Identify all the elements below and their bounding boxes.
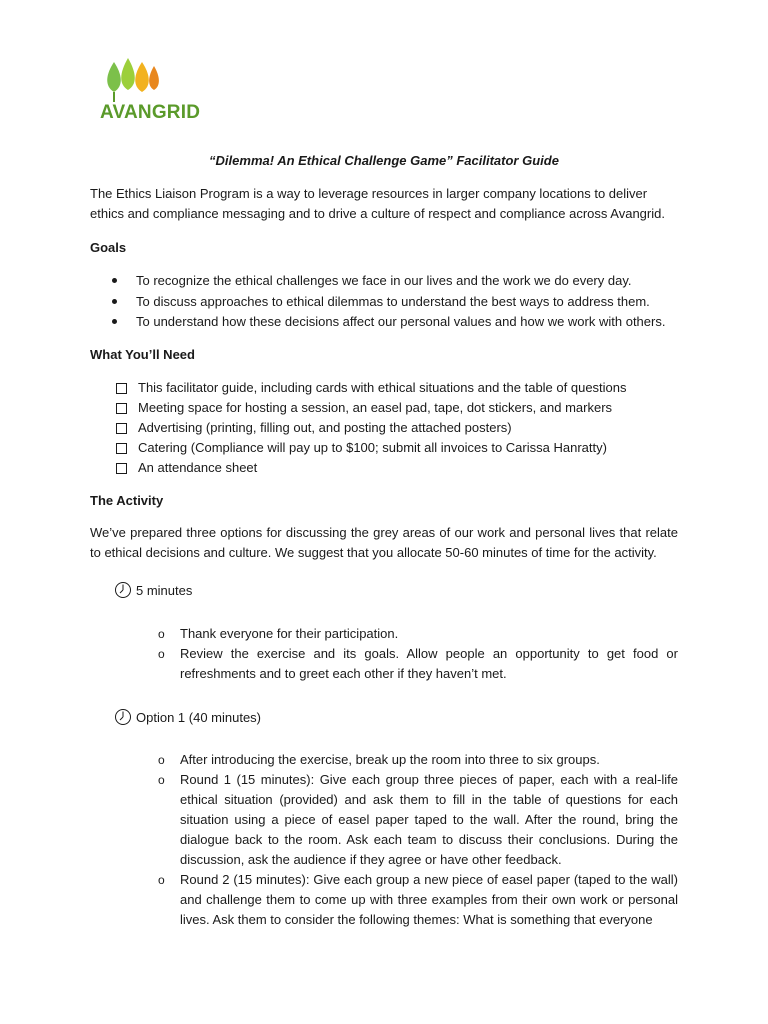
checkbox-icon [116, 383, 127, 394]
leaf-drops-icon [102, 56, 162, 106]
checkbox-icon [116, 463, 127, 474]
stopwatch-icon [114, 581, 132, 599]
circle-bullet-icon: o [158, 753, 165, 767]
intro-paragraph: The Ethics Liaison Program is a way to leverage resources in larger company locations to deliver ethics and compliance messaging and to drive a culture of respect and compliance across Avangrid. [90, 186, 665, 221]
list-item: Catering (Compliance will pay up to $100; submit all invoices to Carissa Hanratty) [116, 438, 627, 458]
list-item: Meeting space for hosting a session, an easel pad, tape, dot stickers, and markers [116, 398, 627, 418]
logo-wordmark: AVANGRID [100, 102, 201, 123]
activity-paragraph: We’ve prepared three options for discussing the grey areas of our work and personal lives that relate to ethical decisions and culture. We suggest that you allocate 50-60 minutes of time for the activity. [90, 525, 678, 560]
list-item: An attendance sheet [116, 458, 627, 478]
document-title: “Dilemma! An Ethical Challenge Game” Facilitator Guide [209, 153, 559, 168]
timer-label: 5 minutes [136, 582, 193, 598]
bullet-icon [112, 319, 117, 324]
list-item: o Review the exercise and its goals. Allow people an opportunity to get food or refreshments and to greet each other if they haven’t met. [158, 646, 678, 681]
timer-label: Option 1 (40 minutes) [136, 709, 262, 725]
circle-bullet-icon: o [158, 627, 165, 641]
list-item: o Thank everyone for their participation. [158, 624, 678, 644]
circle-bullet-icon: o [158, 647, 165, 661]
bullet-icon [112, 299, 117, 304]
circle-bullet-icon: o [158, 773, 165, 787]
list-item: To discuss approaches to ethical dilemmas to understand the best ways to address them. [112, 292, 665, 313]
list-item: o Round 1 (15 minutes): Give each group three pieces of paper, each with a real-life ethical situation (provided) and ask them to fill in the table of questions for each situation using a piece of easel paper taped to the wall. After the round, bring the dialogue back to the room. Ask each team to discuss their conclusions. During the discussion, ask the audience if they agree or have other feedback. [158, 772, 678, 867]
checkbox-icon [116, 423, 127, 434]
checkbox-icon [116, 443, 127, 454]
checkbox-icon [116, 403, 127, 414]
goals-heading: Goals [90, 240, 127, 255]
list-item: To recognize the ethical challenges we face in our lives and the work we do every day. [112, 271, 665, 292]
timer-5-minutes [114, 581, 192, 599]
timer-option-1 [114, 708, 261, 726]
needs-checklist [116, 378, 627, 478]
list-item: o Round 2 (15 minutes): Give each group a new piece of easel paper (taped to the wall) and challenge them to come up with three examples from their own work or personal lives. Ask them to consider the following themes: What is something that everyone [158, 872, 678, 927]
circle-bullet-icon: o [158, 873, 165, 887]
activity-heading: The Activity [90, 493, 164, 508]
section1-list [158, 624, 678, 684]
list-item: To understand how these decisions affect our personal values and how we work with others. [112, 312, 665, 333]
list-item: o After introducing the exercise, break up the room into three to six groups. [158, 750, 678, 770]
avangrid-logo [100, 56, 230, 126]
stopwatch-icon [114, 708, 132, 726]
bullet-icon [112, 278, 117, 283]
list-item: Advertising (printing, filling out, and posting the attached posters) [116, 418, 627, 438]
list-item: This facilitator guide, including cards with ethical situations and the table of questions [116, 378, 627, 398]
section2-list [158, 750, 678, 930]
goals-list [112, 271, 665, 333]
needs-heading: What You’ll Need [90, 347, 195, 362]
